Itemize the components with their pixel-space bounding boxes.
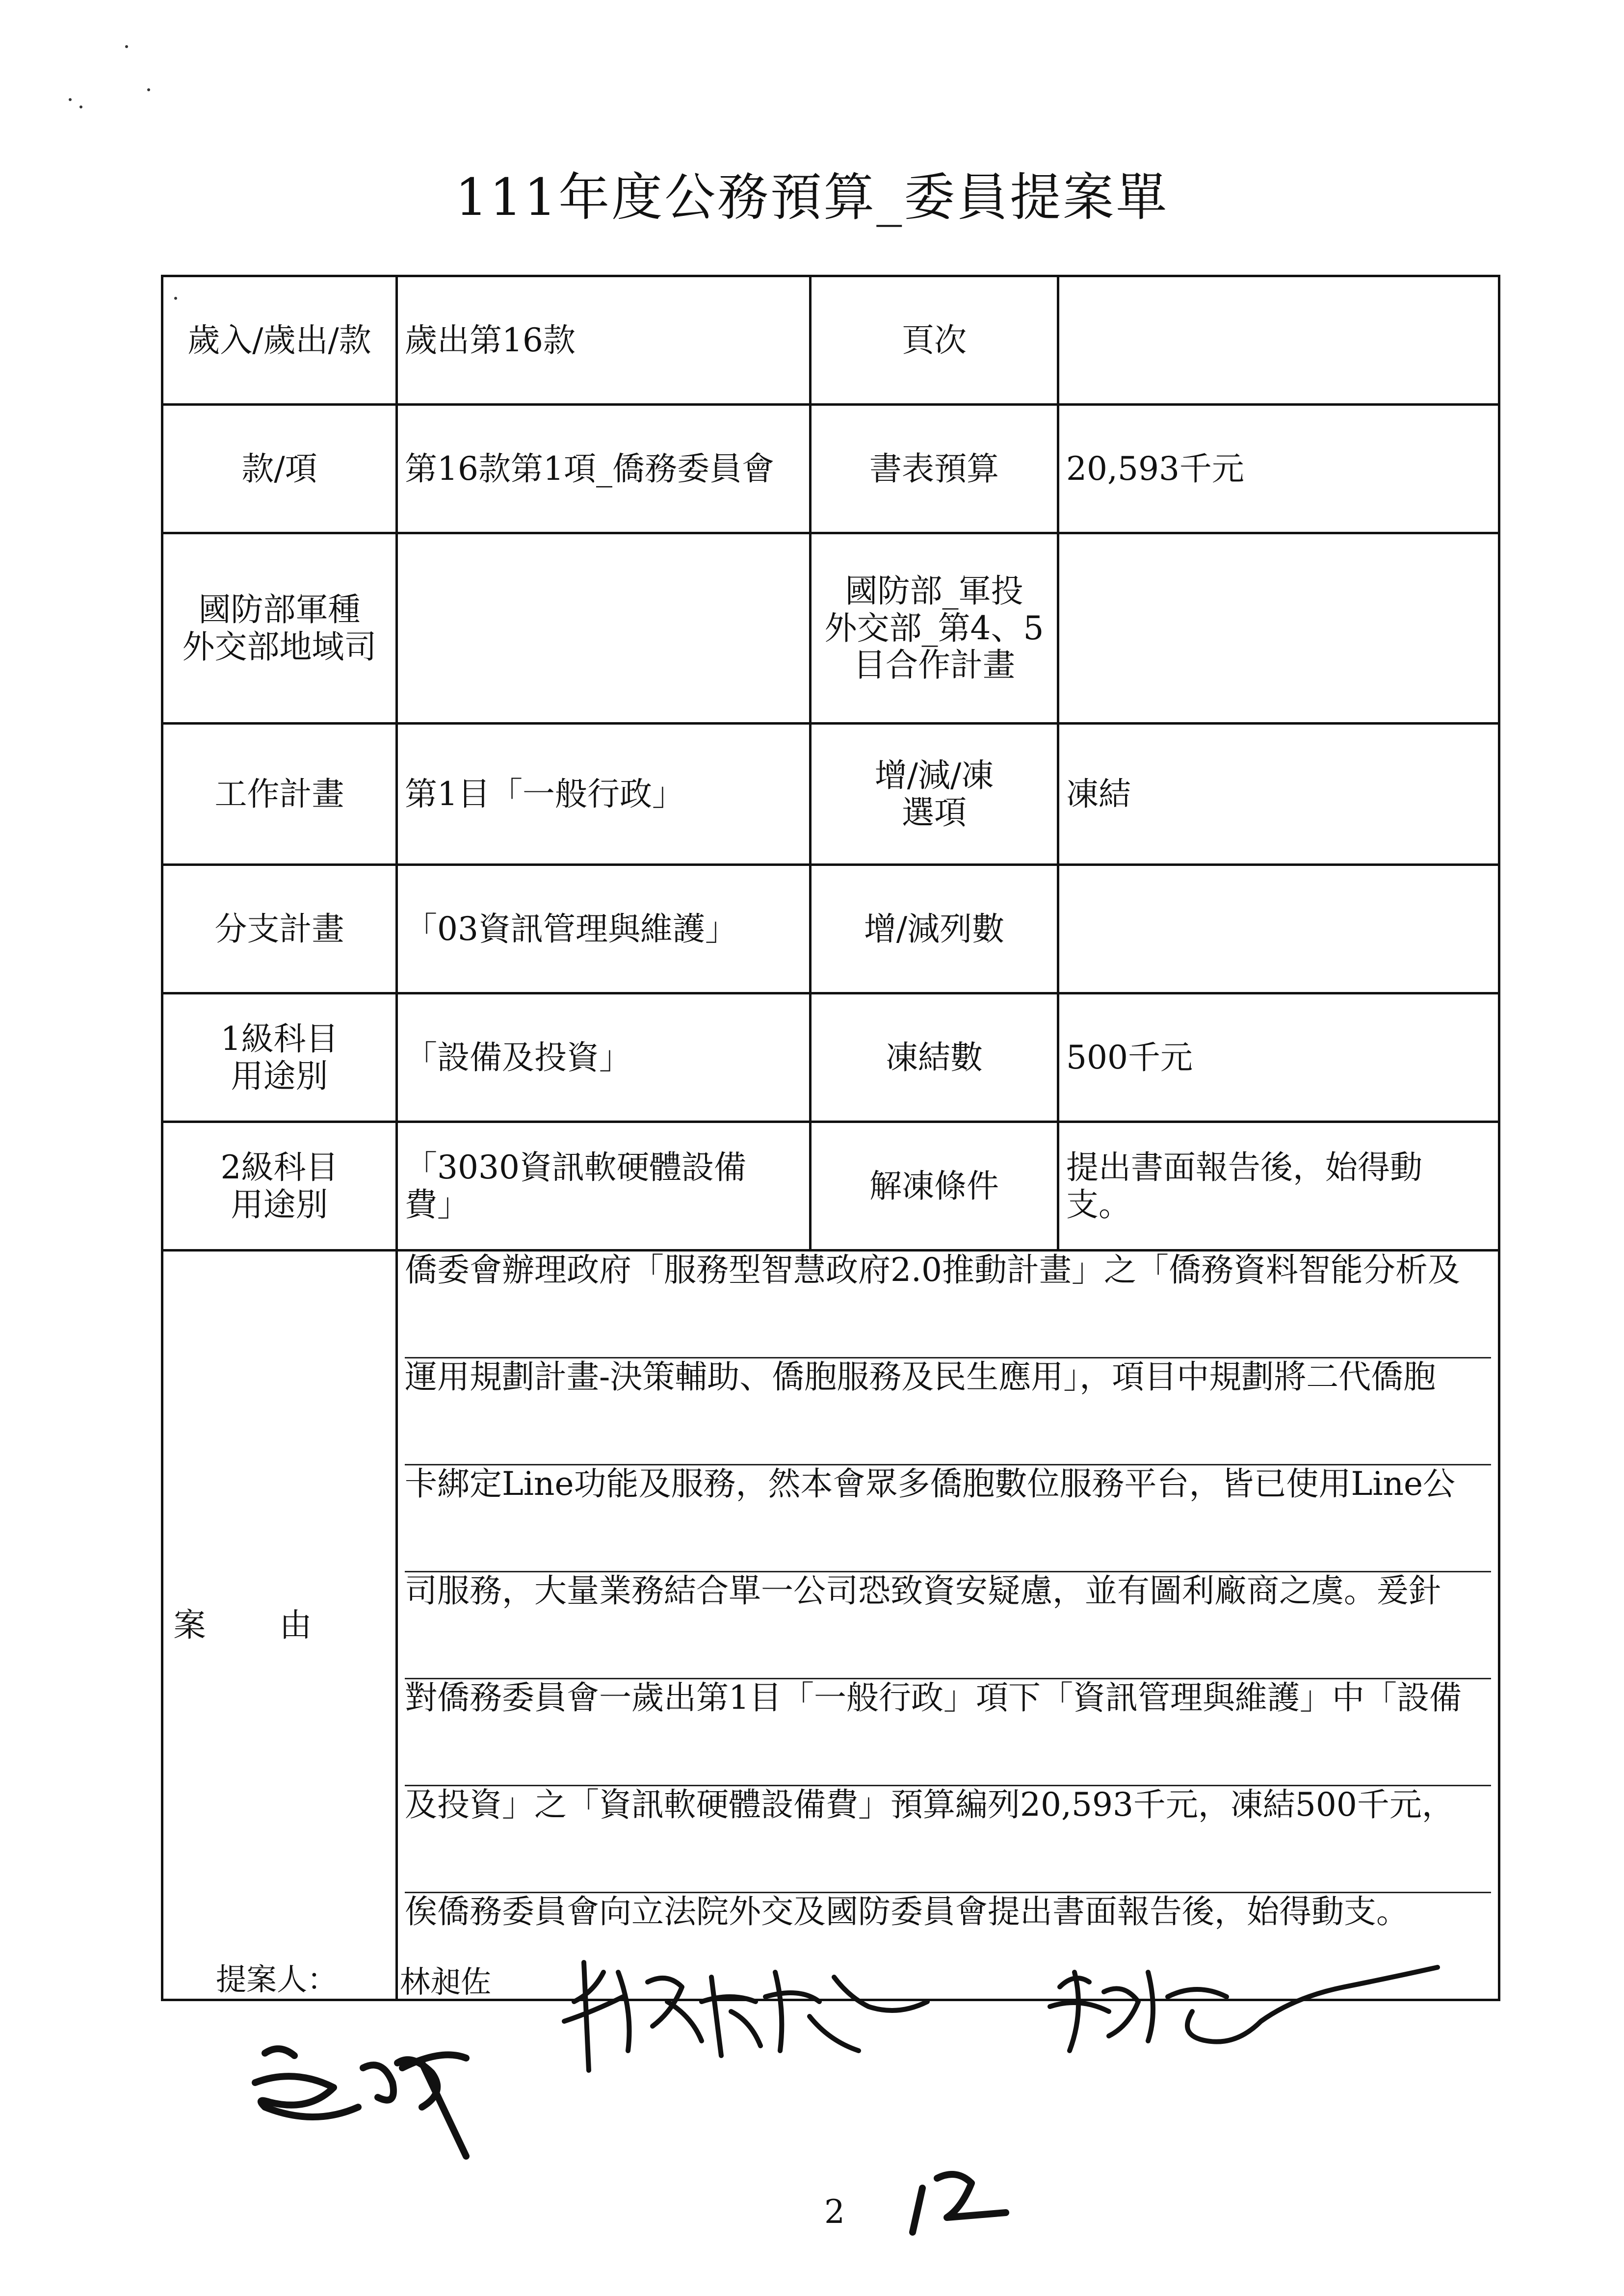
label-cooperation-line1: 國防部_軍投 xyxy=(845,572,1023,610)
scan-speck xyxy=(125,45,128,48)
label-budget: 書表預算 xyxy=(811,405,1058,533)
value-unfreeze-line2: 支。 xyxy=(1066,1185,1131,1224)
label-level2-line2: 用途別 xyxy=(231,1185,328,1224)
value-defense-foreign xyxy=(397,533,811,724)
label-change-amount: 增/減列數 xyxy=(811,865,1058,993)
value-level2-line1: 「3030資訊軟硬體設備 xyxy=(405,1148,746,1186)
label-work-plan: 工作計畫 xyxy=(162,724,397,865)
value-level2-line2: 費」 xyxy=(405,1185,470,1224)
label-level1-line1: 1級科目 xyxy=(220,1019,339,1058)
scan-speck xyxy=(79,105,82,108)
signature-2 xyxy=(554,1943,957,2090)
label-defense-line1: 國防部軍種 xyxy=(198,590,361,628)
value-frozen-amount: 500千元 xyxy=(1058,993,1499,1122)
row-level2-subject xyxy=(162,1122,1499,1251)
handwritten-page-mark xyxy=(903,2159,1016,2237)
label-cooperation-line3: 目合作計畫 xyxy=(853,646,1015,684)
label-cooperation-plan xyxy=(811,533,1058,724)
value-budget: 20,593千元 xyxy=(1058,405,1499,533)
value-option: 凍結 xyxy=(1058,724,1499,865)
proposer-label: 提案人： xyxy=(216,1961,338,1997)
reason-line: 司服務，大量業務結合單一公司恐致資安疑慮，並有圖利廠商之虞。爰針 xyxy=(405,1572,1491,1679)
scan-speck xyxy=(174,297,177,300)
label-revenue-expense: 歲入/歲出/款 xyxy=(162,276,397,405)
signature-3 xyxy=(1030,1943,1462,2070)
scan-speck xyxy=(69,98,72,101)
reason-line: 俟僑務委員會向立法院外交及國防委員會提出書面報告後，始得動支。 xyxy=(405,1893,1409,1931)
value-level1-subject: 「設備及投資」 xyxy=(397,993,811,1122)
row-defense-foreign xyxy=(162,533,1499,724)
label-branch-plan: 分支計畫 xyxy=(162,865,397,993)
value-level2-subject xyxy=(397,1122,811,1251)
reason-line: 對僑務委員會一歲出第1目「一般行政」項下「資訊管理與維護」中「設備 xyxy=(405,1679,1491,1786)
label-option xyxy=(811,724,1058,865)
value-unfreeze-line1: 提出書面報告後，始得動 xyxy=(1066,1148,1422,1186)
proposer-name: 林昶佐 xyxy=(400,1964,492,2000)
reason-line: 卡綁定Line功能及服務，然本會眾多僑胞數位服務平台，皆已使用Line公 xyxy=(405,1465,1491,1572)
reason-text xyxy=(397,1251,1499,2000)
label-option-line1: 增/減/凍 xyxy=(874,756,994,794)
row-reason xyxy=(162,1251,1499,2000)
value-cooperation-plan xyxy=(1058,533,1499,724)
label-level2-line1: 2級科目 xyxy=(220,1148,339,1186)
row-level1-subject xyxy=(162,993,1499,1122)
label-unfreeze-condition: 解凍條件 xyxy=(811,1122,1058,1251)
reason-line: 及投資」之「資訊軟硬體設備費」預算編列20,593千元，凍結500千元， xyxy=(405,1786,1491,1893)
label-section-item: 款/項 xyxy=(162,405,397,533)
proposal-form-table xyxy=(161,275,1500,2001)
value-revenue-expense: 歲出第16款 xyxy=(397,276,811,405)
value-branch-plan: 「03資訊管理與維護」 xyxy=(397,865,811,993)
scan-speck xyxy=(147,88,150,91)
label-level1-subject xyxy=(162,993,397,1122)
value-page xyxy=(1058,276,1499,405)
page-number: 2 xyxy=(824,2193,845,2231)
row-work-plan xyxy=(162,724,1499,865)
reason-line: 僑委會辦理政府「服務型智慧政府2.0推動計畫」之「僑務資料智能分析及 xyxy=(405,1252,1491,1358)
label-option-line2: 選項 xyxy=(902,793,967,832)
label-defense-foreign xyxy=(162,533,397,724)
value-work-plan: 第1目「一般行政」 xyxy=(397,724,811,865)
label-foreign-line2: 外交部地域司 xyxy=(182,627,377,666)
label-cooperation-line2: 外交部_第4、5 xyxy=(824,609,1044,647)
handwritten-number: 12 xyxy=(959,2165,966,2170)
value-change-amount xyxy=(1058,865,1499,993)
value-unfreeze-condition xyxy=(1058,1122,1499,1251)
signature-1 xyxy=(236,2009,510,2171)
label-reason: 案由 xyxy=(162,1251,397,2000)
row-revenue-expense xyxy=(162,276,1499,405)
label-level1-line2: 用途別 xyxy=(231,1057,328,1095)
form-title: 111年度公務預算_委員提案單 xyxy=(455,167,1169,227)
label-frozen-amount: 凍結數 xyxy=(811,993,1058,1122)
row-section-item xyxy=(162,405,1499,533)
row-branch-plan xyxy=(162,865,1499,993)
reason-line: 運用規劃計畫-決策輔助、僑胞服務及民生應用」，項目中規劃將二代僑胞 xyxy=(405,1358,1491,1465)
label-level2-subject xyxy=(162,1122,397,1251)
value-section-item: 第16款第1項_僑務委員會 xyxy=(397,405,811,533)
label-page: 頁次 xyxy=(811,276,1058,405)
